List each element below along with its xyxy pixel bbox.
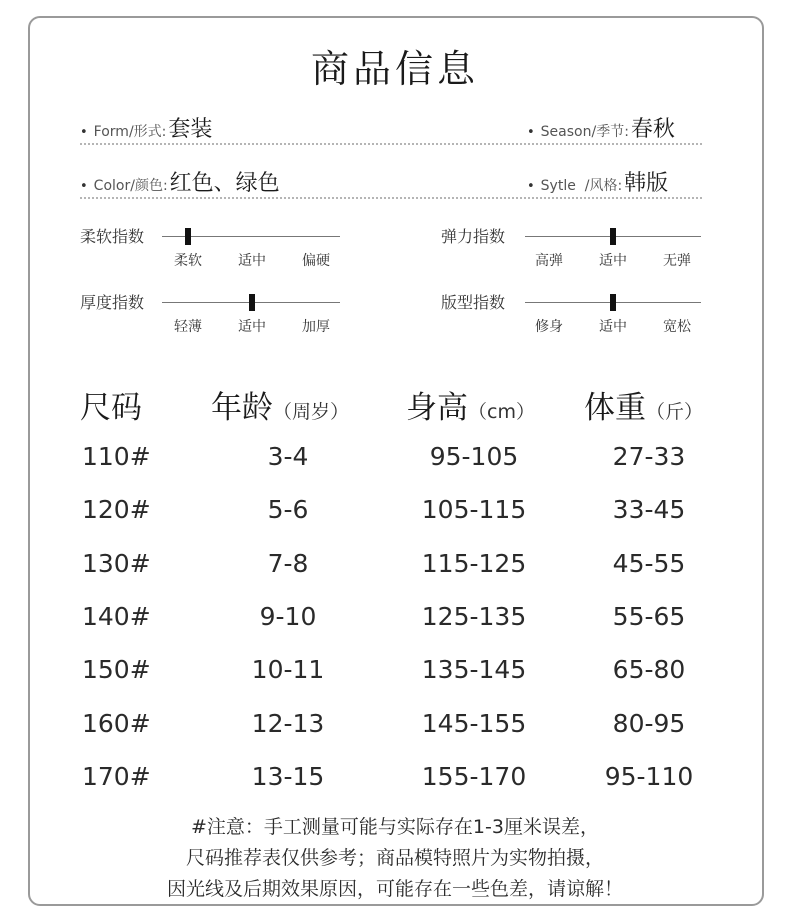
table-cell: 135-145 — [421, 655, 527, 684]
scale-tick-label: 适中 — [599, 253, 627, 269]
scale-tick-label: 宽松 — [663, 319, 691, 335]
info-form — [80, 112, 212, 143]
fit-index-label: 版型指数 — [441, 293, 506, 312]
table-cell: 105-115 — [421, 495, 527, 524]
scale-tick-label: 加厚 — [302, 319, 330, 335]
table-cell: 170# — [82, 762, 151, 791]
dotted-divider — [80, 197, 702, 199]
scale-tick-label: 修身 — [535, 319, 563, 335]
bullet: • — [80, 125, 88, 140]
bullet: • — [527, 125, 535, 140]
scale-marker — [610, 228, 616, 245]
column-header-weight — [584, 382, 703, 427]
table-cell: 145-155 — [421, 709, 527, 738]
info-color-label: Color/颜色: — [93, 178, 168, 194]
table-cell: 12-13 — [251, 709, 325, 738]
bullet: • — [80, 179, 88, 194]
thickness-index-label: 厚度指数 — [80, 293, 145, 312]
softness-index-label: 柔软指数 — [80, 227, 145, 246]
note-line: 因光线及后期效果原因，可能存在一些色差，请谅解！ — [166, 878, 623, 900]
scale-marker — [610, 294, 616, 311]
column-header-age — [211, 382, 349, 427]
page-title: 商品信息 — [310, 47, 479, 91]
info-season-value: 春秋 — [630, 117, 675, 142]
info-style-value: 韩版 — [624, 171, 669, 196]
info-form-label: Form/形式: — [93, 124, 167, 140]
table-cell: 140# — [82, 602, 151, 631]
table-cell: 7-8 — [267, 549, 309, 578]
table-cell: 27-33 — [612, 442, 686, 471]
column-header-size — [80, 382, 142, 427]
table-cell: 155-170 — [421, 762, 527, 791]
column-header-height — [406, 382, 535, 427]
info-season — [527, 112, 675, 143]
table-cell: 110# — [82, 442, 151, 471]
column-header-unit: （cm） — [468, 401, 535, 423]
info-style — [527, 166, 668, 197]
column-header-label: 年龄 — [211, 390, 273, 426]
column-header-unit: （斤） — [646, 401, 704, 423]
scale-tick-label: 适中 — [599, 319, 627, 335]
bullet: • — [527, 179, 535, 194]
table-cell: 120# — [82, 495, 151, 524]
table-cell: 95-105 — [429, 442, 519, 471]
scale-tick-label: 适中 — [238, 253, 266, 269]
table-cell: 5-6 — [267, 495, 309, 524]
table-cell: 65-80 — [612, 655, 686, 684]
dotted-divider — [80, 143, 702, 145]
scale-marker — [249, 294, 255, 311]
table-cell: 115-125 — [421, 549, 527, 578]
table-cell: 160# — [82, 709, 151, 738]
table-cell: 33-45 — [612, 495, 686, 524]
table-cell: 55-65 — [612, 602, 686, 631]
info-form-value: 套装 — [168, 117, 213, 142]
table-cell: 150# — [82, 655, 151, 684]
column-header-label: 尺码 — [80, 390, 142, 426]
elasticity-index-label: 弹力指数 — [441, 227, 506, 246]
scale-tick-label: 适中 — [238, 319, 266, 335]
table-cell: 80-95 — [612, 709, 686, 738]
table-cell: 10-11 — [251, 655, 325, 684]
note-line: 尺码推荐表仅供参考；商品模特照片为实物拍摄， — [185, 847, 604, 869]
table-cell: 130# — [82, 549, 151, 578]
column-header-label: 身高 — [406, 390, 468, 426]
column-header-label: 体重 — [584, 390, 646, 426]
scale-marker — [185, 228, 191, 245]
table-cell: 13-15 — [251, 762, 325, 791]
info-style-label: Sytle /风格: — [540, 178, 623, 194]
scale-tick-label: 无弹 — [663, 253, 691, 269]
table-cell: 9-10 — [259, 602, 317, 631]
table-cell: 95-110 — [604, 762, 694, 791]
info-color-value: 红色、绿色 — [169, 171, 280, 196]
table-cell: 3-4 — [267, 442, 309, 471]
scale-tick-label: 高弹 — [535, 253, 563, 269]
info-season-label: Season/季节: — [540, 124, 629, 140]
scale-tick-label: 柔软 — [174, 253, 202, 269]
column-header-unit: （周岁） — [273, 401, 350, 423]
note-line: #注意：手工测量可能与实际存在1-3厘米误差， — [191, 816, 599, 838]
table-cell: 125-135 — [421, 602, 527, 631]
info-color — [80, 166, 280, 197]
scale-tick-label: 偏硬 — [302, 253, 330, 269]
table-cell: 45-55 — [612, 549, 686, 578]
scale-tick-label: 轻薄 — [174, 319, 202, 335]
